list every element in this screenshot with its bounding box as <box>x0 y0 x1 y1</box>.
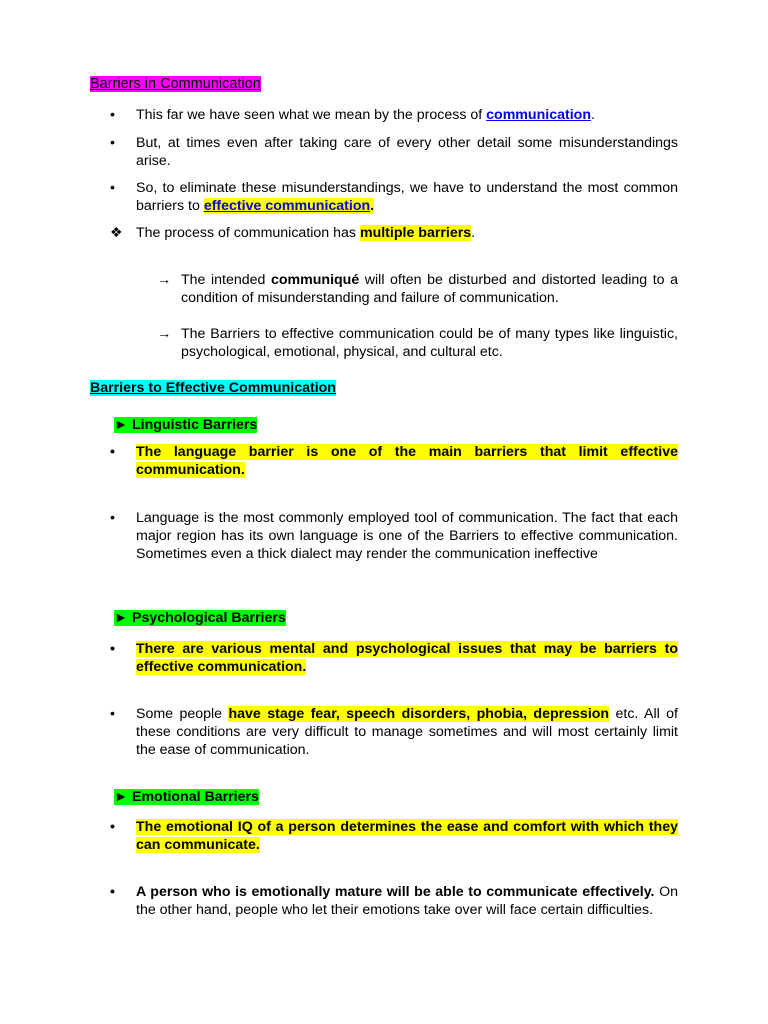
multiple-barriers-highlight: multiple barriers <box>359 225 472 241</box>
linguistic-bullet-1-text: The language barrier is one of the main barriers that limit effective communication. <box>136 444 678 478</box>
arrow-icon: → <box>157 326 172 342</box>
linguistic-bullet-2-text: Language is the most commonly employed tool of communication. The fact that each major region has its own language is one of the Barriers to effective communication. Sometimes even a thick dialect may render the communication ineffective <box>136 510 678 562</box>
bullet-icon: • <box>110 180 115 196</box>
section-heading-text: Barriers to Effective Communication <box>90 380 336 396</box>
bullet-icon: • <box>110 884 115 900</box>
page-title <box>90 75 261 93</box>
bullet-icon: • <box>110 444 115 460</box>
diamond-bullet-icon: ❖ <box>110 225 123 241</box>
communication-link[interactable]: communication <box>486 107 591 123</box>
psychological-bullet-2-text: Some people <box>136 706 229 722</box>
bullet-icon: • <box>110 641 115 657</box>
emotional-bullet-1 <box>110 818 678 854</box>
emotional-heading <box>114 788 259 806</box>
intro-bullet-2 <box>110 134 678 170</box>
communique-bold: communiqué <box>270 272 360 288</box>
linguistic-bullet-1 <box>110 443 678 479</box>
arrow-icon: → <box>157 272 172 288</box>
section-heading <box>90 379 336 397</box>
psychological-heading <box>114 609 286 627</box>
psychological-bullet-1 <box>110 640 678 676</box>
psychological-bullet-2-rest: etc. All of these conditions are very difficult to manage sometimes and will most certainly limit the ease of communication. <box>136 706 678 758</box>
intro-bullet-1-text: This far we have seen what we mean by the process of <box>136 107 487 123</box>
psychological-bullet-1-text: There are various mental and psychological issues that may be barriers to effective communication. <box>136 641 678 675</box>
linguistic-heading-text: ► Linguistic Barriers <box>114 417 258 433</box>
emotional-bullet-2-rest: On the other hand, people who let their emotions take over will face certain difficulties. <box>136 884 678 918</box>
effective-communication-link[interactable]: effective communication <box>203 198 371 214</box>
intro-bullet-1-end: . <box>590 107 595 123</box>
psychological-heading-text: ► Psychological Barriers <box>114 610 286 626</box>
intro-bullet-3-end: . <box>370 198 375 214</box>
arrow-item-2-text: The Barriers to effective communication could be of many types like linguistic, psychological, emotional, physical, and cultural etc. <box>181 326 678 360</box>
arrow-item-1 <box>157 271 678 307</box>
emotional-bullet-1-text: The emotional IQ of a person determines the ease and comfort with which they can communicate. <box>136 819 678 853</box>
emotional-bullet-2 <box>110 883 678 919</box>
intro-bullet-3 <box>110 179 678 215</box>
bullet-icon: • <box>110 706 115 722</box>
conditions-highlight: have stage fear, speech disorders, phobia, depression <box>228 706 610 722</box>
emotional-heading-text: ► Emotional Barriers <box>114 789 259 805</box>
intro-bullet-4-end: . <box>471 225 476 241</box>
linguistic-bullet-2 <box>110 509 678 563</box>
emotional-bullet-2-bold: A person who is emotionally mature will be able to communicate effectively. <box>136 884 655 900</box>
arrow-item-1-rest: will often be disturbed and distorted leading to a condition of misunderstanding and failure of communication. <box>181 272 678 306</box>
arrow-item-1-text: The intended <box>181 272 271 288</box>
intro-bullet-2-text: But, at times even after taking care of every other detail some misunderstandings arise. <box>136 135 678 169</box>
bullet-icon: • <box>110 510 115 526</box>
linguistic-heading <box>114 416 257 434</box>
bullet-icon: • <box>110 819 115 835</box>
bullet-icon: • <box>110 135 115 151</box>
intro-bullet-4-text: The process of communication has <box>136 225 360 241</box>
intro-bullet-1 <box>110 106 678 124</box>
arrow-item-2 <box>157 325 678 361</box>
bullet-icon: • <box>110 107 115 123</box>
intro-bullet-3-text: So, to eliminate these misunderstandings, we have to understand the most common barriers to <box>136 180 678 214</box>
page-title-text: Barriers in Communication <box>90 76 261 92</box>
intro-bullet-4 <box>110 224 678 242</box>
psychological-bullet-2 <box>110 705 678 759</box>
